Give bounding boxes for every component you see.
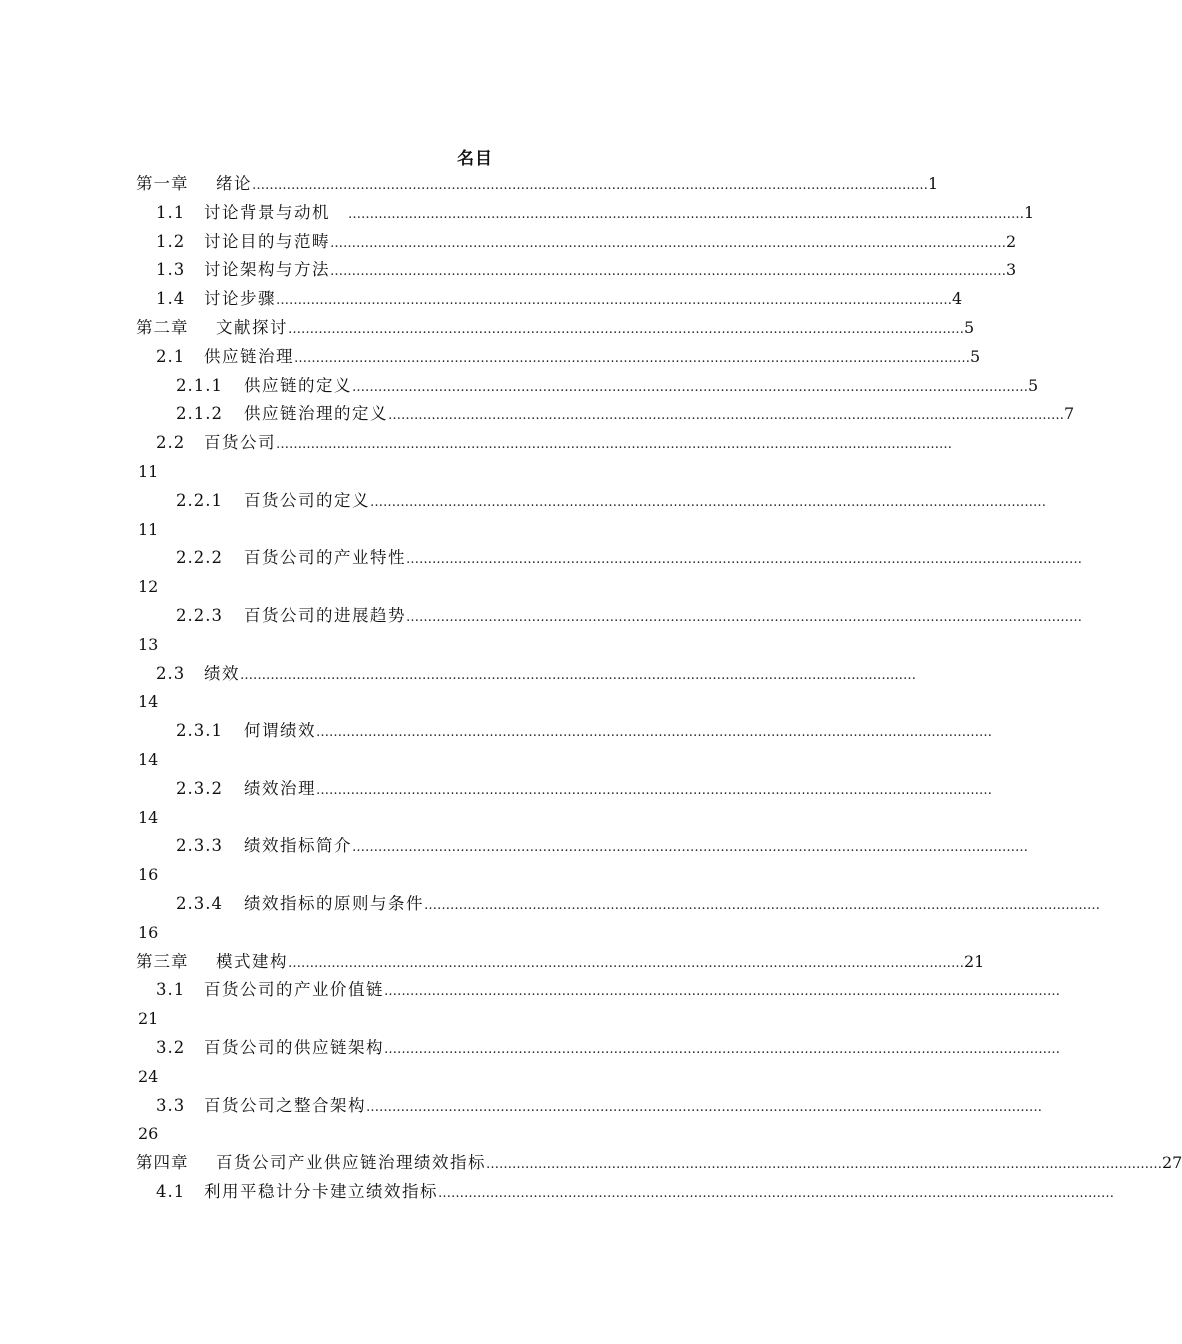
dot-leader: ………………………………………………………………………………………………………………………………………… [240, 667, 916, 683]
dot-leader: ………………………………………………………………………………………………………………………………………… [316, 782, 992, 798]
toc-entry-number: 2.1.2 [176, 404, 223, 424]
toc-entry-page: 5 [964, 317, 975, 337]
toc-entry[interactable] [136, 1149, 1182, 1178]
toc-entry-label: 何谓绩效 [244, 721, 316, 741]
toc-entry-page: 24 [138, 1066, 159, 1086]
toc-entry-number: 2.3 [156, 663, 186, 683]
toc-entry-page: 12 [138, 577, 159, 597]
toc-entry-label: 讨论背景与动机 [204, 202, 348, 222]
dot-leader: ………………………………………………………………………………………………………………………………………… [288, 321, 964, 337]
toc-entry-number: 第四章 [136, 1153, 189, 1173]
toc-entry-page: 27 [1162, 1153, 1182, 1173]
toc-entry[interactable] [136, 199, 1035, 228]
dot-leader: ………………………………………………………………………………………………………………………………………… [406, 609, 1082, 625]
dot-leader: ………………………………………………………………………………………………………………………………………… [352, 840, 1028, 856]
toc-entry-label: 绩效治理 [244, 778, 316, 798]
toc-entry-label: 百货公司的产业特性 [244, 548, 406, 568]
toc-entry-label: 绪论 [216, 174, 252, 193]
toc-entry-label: 供应链治理 [204, 346, 294, 366]
toc-entry[interactable] [136, 660, 916, 689]
toc-entry-number: 第一章 [136, 174, 189, 193]
dot-leader: ………………………………………………………………………………………………………………………………………… [384, 1041, 1060, 1057]
toc-entry[interactable] [136, 1178, 1114, 1207]
toc-entry-number: 1.1 [156, 202, 186, 222]
toc-entry-page: 21 [138, 1009, 159, 1029]
toc-entry-label: 讨论架构与方法 [204, 260, 330, 280]
toc-entry[interactable] [136, 343, 981, 372]
toc-entry-label: 百货公司的产业价值链 [204, 980, 384, 1000]
toc-entry-page: 7 [1064, 404, 1075, 424]
toc-entry-page: 14 [138, 807, 159, 827]
toc-entry-page: 4 [952, 289, 963, 309]
table-of-contents [136, 170, 1182, 1207]
toc-entry-number: 2.2.3 [176, 605, 223, 625]
toc-entry[interactable] [136, 285, 963, 314]
toc-entry-label: 模式建构 [216, 951, 288, 971]
toc-entry-label: 百货公司之整合架构 [204, 1095, 366, 1115]
toc-entry[interactable] [136, 717, 992, 746]
toc-entry-label: 供应链的定义 [244, 375, 352, 395]
toc-entry-page: 11 [138, 519, 159, 539]
dot-leader: ………………………………………………………………………………………………………………………………………… [294, 350, 970, 366]
toc-entry-label: 文献探讨 [216, 317, 288, 337]
toc-entry-label: 利用平稳计分卡建立绩效指标 [204, 1181, 438, 1201]
toc-entry-number: 2.2.2 [176, 548, 223, 568]
dot-leader: ………………………………………………………………………………………………………………………………………… [276, 437, 952, 453]
toc-entry-label: 百货公司 [204, 433, 276, 453]
dot-leader: ………………………………………………………………………………………………………………………………………… [388, 408, 1064, 424]
toc-entry-number: 第二章 [136, 317, 189, 337]
toc-entry-label: 讨论步骤 [204, 289, 276, 309]
dot-leader: ………………………………………………………………………………………………………………………………………… [370, 494, 1046, 510]
toc-entry-page: 5 [1028, 375, 1039, 395]
toc-entry-page: 14 [138, 692, 159, 712]
toc-entry-number: 3.1 [156, 980, 186, 1000]
toc-entry-number: 3.3 [156, 1095, 186, 1115]
toc-entry[interactable] [136, 228, 1017, 257]
toc-entry[interactable] [136, 429, 952, 458]
toc-entry-page: 16 [138, 922, 159, 942]
toc-entry-page: 16 [138, 865, 159, 885]
toc-entry-number: 3.2 [156, 1037, 186, 1057]
toc-entry-page: 1 [1024, 202, 1035, 222]
toc-entry[interactable] [136, 832, 1028, 861]
toc-entry-number: 1.3 [156, 260, 186, 280]
toc-entry[interactable] [136, 372, 1039, 401]
toc-entry[interactable] [136, 1092, 1042, 1121]
toc-entry-page: 5 [970, 346, 981, 366]
toc-entry-number: 2.3.1 [176, 721, 223, 741]
dot-leader: ………………………………………………………………………………………………………………………………………… [406, 552, 1082, 568]
dot-leader: ………………………………………………………………………………………………………………………………………… [252, 178, 928, 193]
toc-entry-number: 2.3.3 [176, 836, 223, 856]
toc-entry[interactable] [136, 400, 1075, 429]
toc-entry-page: 21 [964, 951, 985, 971]
toc-entry-label: 绩效 [204, 663, 240, 683]
toc-entry-number: 1.4 [156, 289, 186, 309]
toc-entry-label: 百货公司的进展趋势 [244, 605, 406, 625]
toc-entry-page: 26 [138, 1124, 159, 1144]
toc-entry-number: 1.2 [156, 231, 186, 251]
toc-entry-label: 供应链治理的定义 [244, 404, 388, 424]
page-title: 名目 [457, 149, 493, 169]
toc-entry[interactable] [136, 314, 975, 343]
toc-entry[interactable] [136, 487, 1046, 516]
toc-entry-page: 3 [1006, 260, 1017, 280]
dot-leader: ………………………………………………………………………………………………………………………………………… [316, 725, 992, 741]
toc-entry[interactable] [136, 976, 1060, 1005]
toc-entry[interactable] [136, 544, 1082, 573]
toc-entry-number: 4.1 [156, 1181, 186, 1201]
toc-entry-number: 2.3.2 [176, 778, 223, 798]
toc-entry[interactable] [136, 170, 939, 199]
dot-leader: ………………………………………………………………………………………………………………………………………… [384, 984, 1060, 1000]
toc-entry[interactable] [136, 1034, 1060, 1063]
dot-leader: ………………………………………………………………………………………………………………………………………… [276, 293, 952, 309]
toc-entry[interactable] [136, 948, 985, 977]
dot-leader: ………………………………………………………………………………………………………………………………………… [330, 264, 1006, 280]
toc-entry[interactable] [136, 890, 1100, 919]
toc-entry-number: 2.2 [156, 433, 186, 453]
toc-entry[interactable] [136, 775, 992, 804]
toc-entry-label: 百货公司产业供应链治理绩效指标 [216, 1153, 486, 1173]
toc-entry[interactable] [136, 256, 1017, 285]
toc-entry-label: 百货公司的定义 [244, 490, 370, 510]
toc-entry-number: 2.1.1 [176, 375, 223, 395]
toc-entry-page: 14 [138, 749, 159, 769]
dot-leader: ………………………………………………………………………………………………………………………………………… [288, 955, 964, 971]
toc-entry-label: 绩效指标的原则与条件 [244, 893, 424, 913]
toc-entry-page: 11 [138, 461, 159, 481]
toc-entry-number: 2.1 [156, 346, 186, 366]
dot-leader: ………………………………………………………………………………………………………………………………………… [352, 379, 1028, 395]
dot-leader: ………………………………………………………………………………………………………………………………………… [366, 1099, 1042, 1115]
toc-entry-label: 讨论目的与范畴 [204, 231, 330, 251]
toc-entry-page: 1 [928, 174, 939, 193]
dot-leader: ………………………………………………………………………………………………………………………………………… [486, 1157, 1162, 1173]
dot-leader: ………………………………………………………………………………………………………………………………………… [330, 235, 1006, 251]
toc-entry-page: 13 [138, 634, 159, 654]
toc-entry-number: 2.3.4 [176, 893, 223, 913]
dot-leader: ………………………………………………………………………………………………………………………………………… [348, 206, 1024, 222]
dot-leader: ………………………………………………………………………………………………………………………………………… [424, 897, 1100, 913]
dot-leader: ………………………………………………………………………………………………………………………………………… [438, 1185, 1114, 1201]
toc-entry-label: 绩效指标简介 [244, 836, 352, 856]
toc-entry[interactable] [136, 602, 1082, 631]
toc-entry-number: 第三章 [136, 951, 189, 971]
toc-entry-page: 2 [1006, 231, 1017, 251]
toc-entry-label: 百货公司的供应链架构 [204, 1037, 384, 1057]
toc-entry-number: 2.2.1 [176, 490, 223, 510]
